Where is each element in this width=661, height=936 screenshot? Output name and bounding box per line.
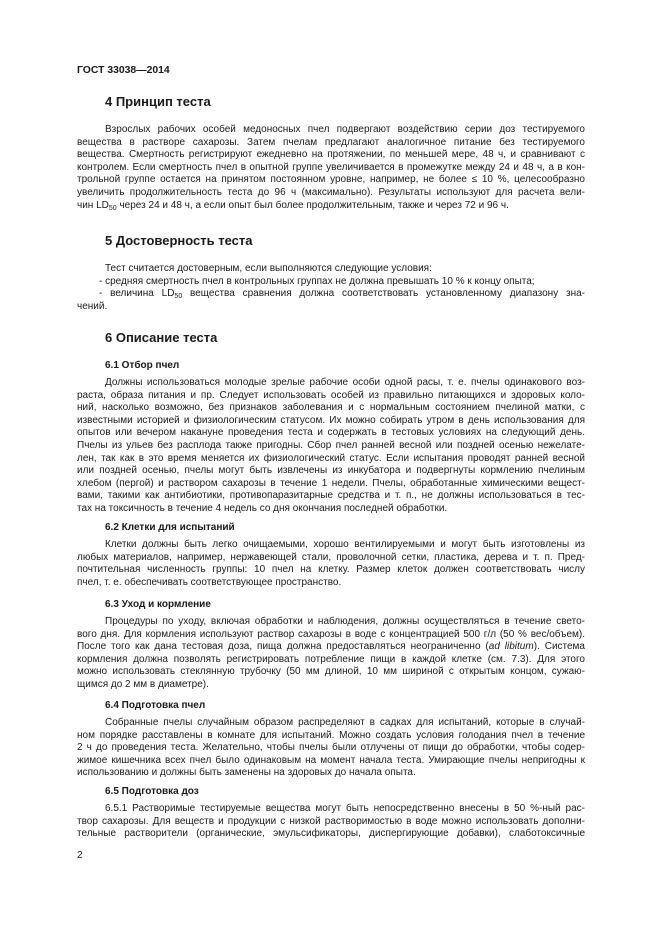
subsection-6-2-body bbox=[77, 539, 585, 589]
paragraph-line: 6.5.1 Растворимые тестируемые вещества могут быть непосредственно внесены в 50 %-ный рас- bbox=[105, 803, 585, 814]
paragraph-line: Процедуры по уходу, включая обработки и наблюдения, должны осуществляться в течение свето- bbox=[105, 616, 585, 627]
paragraph-line: пчел, т. е. обеспечивать соответствующее пространство. bbox=[77, 576, 342, 588]
list-item bbox=[77, 288, 585, 301]
paragraph-line: Клетки должны быть легко очищаемыми, хорошо вентилируемыми и могут быть изготовлены из bbox=[105, 539, 585, 550]
paragraph-line: трольной группе остается на принятом постоянном уровне, например, не более ≤ 10 %, целесообразно bbox=[77, 174, 585, 186]
paragraph-line: 2 ч до проведения теста. Желательно, чтобы пчелы были отлучены от пищи до обработки, чтобы содер- bbox=[77, 742, 585, 754]
paragraph-line: почтительная численность группы: 10 пчел на клетку. Размер клеток должен соответствовать числу bbox=[77, 564, 585, 576]
paragraph-line: вещества. Смертность регистрируют ежедневно на протяжении, по меньшей мере, 48 ч, и сравнивают с bbox=[77, 149, 585, 161]
subsection-6-5-body bbox=[77, 803, 585, 841]
subsection-6-4-title: 6.4 Подготовка пчел bbox=[105, 700, 206, 711]
paragraph-line: увеличить продолжительность теста до 96 ч (максимально). Результаты используют для расчета вели- bbox=[77, 186, 585, 198]
paragraph-line: чений. bbox=[77, 300, 108, 312]
paragraph-line: или поздней осенью, пчелы могут быть извлечены из инкубатора и подвергнуты кормлению пчелиным bbox=[77, 465, 585, 477]
paragraph-line: контролем. Если смертность пчел в опытной группе увеличивается в промежутке между 24 и 48 ч, а в кон- bbox=[77, 161, 585, 173]
paragraph-line: лен, так как в это время меняется их физиологический статус. Если испытания проводят ранней весной bbox=[77, 452, 585, 464]
paragraph-line: Тест считается достоверным, если выполняются следующие условия: bbox=[105, 263, 432, 274]
list-item: - средняя смертность пчел в контрольных группах не должна превышать 10 % к концу опыта; bbox=[99, 275, 535, 287]
paragraph-line: вого дня. Для кормления используют раствор сахарозы в воде с концентрацией 500 г/л (50 % вес/объем). bbox=[77, 628, 585, 640]
paragraph-line: жимое кишечника всех пчел было одинаковым на момент начала теста. Умирающие пчелы непригодны к bbox=[77, 754, 585, 766]
paragraph-line: вами, такими как антибиотики, противопаразитарные средства и т. п., не должны использоваться в тес- bbox=[77, 490, 585, 502]
subsection-6-4-body bbox=[77, 717, 585, 780]
subsection-6-3-title: 6.3 Уход и кормление bbox=[105, 599, 211, 610]
section-4-title: 4 Принцип теста bbox=[105, 94, 211, 109]
text-fragment: После того как дана тестовая доза, пища должна предоставляться неограниченно ( bbox=[77, 641, 489, 653]
section-5-title: 5 Достоверность теста bbox=[105, 233, 253, 248]
section-6-title: 6 Описание теста bbox=[105, 330, 218, 345]
paragraph-line: Собранные пчелы случайным образом распределяют в садках для испытаний, которые в случай- bbox=[105, 717, 585, 728]
paragraph-line: вещества в растворе сахарозы. Затем пчелам предлагают аналогичное питание без тестируемого bbox=[77, 136, 585, 148]
text-fragment: через 24 и 48 ч, а если опыт был более продолжительным, также и через 72 и 96 ч. bbox=[116, 199, 509, 211]
paragraph-line: Пчелы из ульев без расплода также пригодны. Сбор пчел ранней весной или поздней осенью нежелате- bbox=[77, 439, 585, 451]
paragraph-line bbox=[77, 200, 585, 213]
subscript: 50 bbox=[174, 293, 183, 301]
section-5-body bbox=[77, 263, 585, 313]
paragraph-line: тах на токсичность в течение 4 недель со дня окончания последней обработки. bbox=[77, 502, 448, 514]
paragraph-line: опытов или вечером накануне проведения теста и содержать в тестовых условиях на следующий день. bbox=[77, 427, 585, 439]
text-fragment: вещества сравнения должна соответствовать установленному диапазону зна- bbox=[182, 288, 585, 300]
paragraph-line: известными историей и физиологическим статусом. Их можно собирать утром в день использования для bbox=[77, 414, 585, 426]
subsection-6-1-title: 6.1 Отбор пчел bbox=[105, 360, 180, 371]
page-number: 2 bbox=[77, 850, 83, 861]
subsection-6-1-body bbox=[77, 377, 585, 516]
subsection-6-3-body bbox=[77, 616, 585, 692]
paragraph-line: хлебом (пергой) и раствором сахарозы в течение 1 недели. Пчелы, обработанные химическими вещест- bbox=[77, 477, 585, 489]
paragraph-line: Должны использоваться молодые зрелые рабочие особи одной расы, т. е. пчелы одинакового воз- bbox=[105, 377, 585, 388]
paragraph-line: ном порядке расставлены в комнате для испытаний. Можно создать условия голодания пчел в течение bbox=[77, 729, 585, 741]
paragraph-line: Взрослых рабочих особей медоносных пчел подвергают воздействию серии доз тестируемого bbox=[105, 124, 585, 135]
paragraph-line: щимся до 2 мм в диаметре). bbox=[77, 678, 209, 690]
paragraph-line: можно использовать стеклянную трубочку (50 мм длиной, 10 мм шириной с открытым концом, сужаю- bbox=[77, 666, 585, 678]
paragraph-line: раста, образа питания и пр. Следует использовать особей из правильно питающихся и здоровых коло- bbox=[77, 389, 585, 401]
subsection-6-2-title: 6.2 Клетки для испытаний bbox=[105, 522, 235, 533]
paragraph-line: кормления должна позволять регистрировать потребление пищи в каждой клетке (см. 7.3). Для этого bbox=[77, 653, 585, 665]
paragraph-line: любых материалов, например, нержавеющей стали, проволочной сетки, пластика, дерева и т. п. Пред- bbox=[77, 551, 585, 563]
paragraph-line: тельные растворители (органические, эмульсификаторы, диспергирующие добавки), слаботоксичные bbox=[77, 828, 585, 840]
text-fragment: - величина LD bbox=[99, 288, 175, 300]
subscript: 50 bbox=[108, 204, 117, 212]
subsection-6-5-title: 6.5 Подготовка доз bbox=[105, 786, 199, 797]
document-header: ГОСТ 33038—2014 bbox=[77, 65, 170, 76]
italic-term: ad libitum bbox=[488, 641, 534, 653]
paragraph-line: твор сахарозы. Для веществ и продукции с низкой растворимостью в воде можно использовать дополни- bbox=[77, 815, 585, 827]
paragraph-line: использованию и должны быть заменены на здоровых до начала опыта. bbox=[77, 767, 416, 779]
section-4-body bbox=[77, 124, 585, 212]
text-fragment: ). Система bbox=[533, 641, 585, 653]
paragraph-line: ний, насколько возможно, без признаков заболевания и с нормальным состоянием пчелиной матки, с bbox=[77, 402, 585, 414]
paragraph-line bbox=[77, 641, 585, 654]
text-fragment: чин LD bbox=[77, 199, 109, 211]
